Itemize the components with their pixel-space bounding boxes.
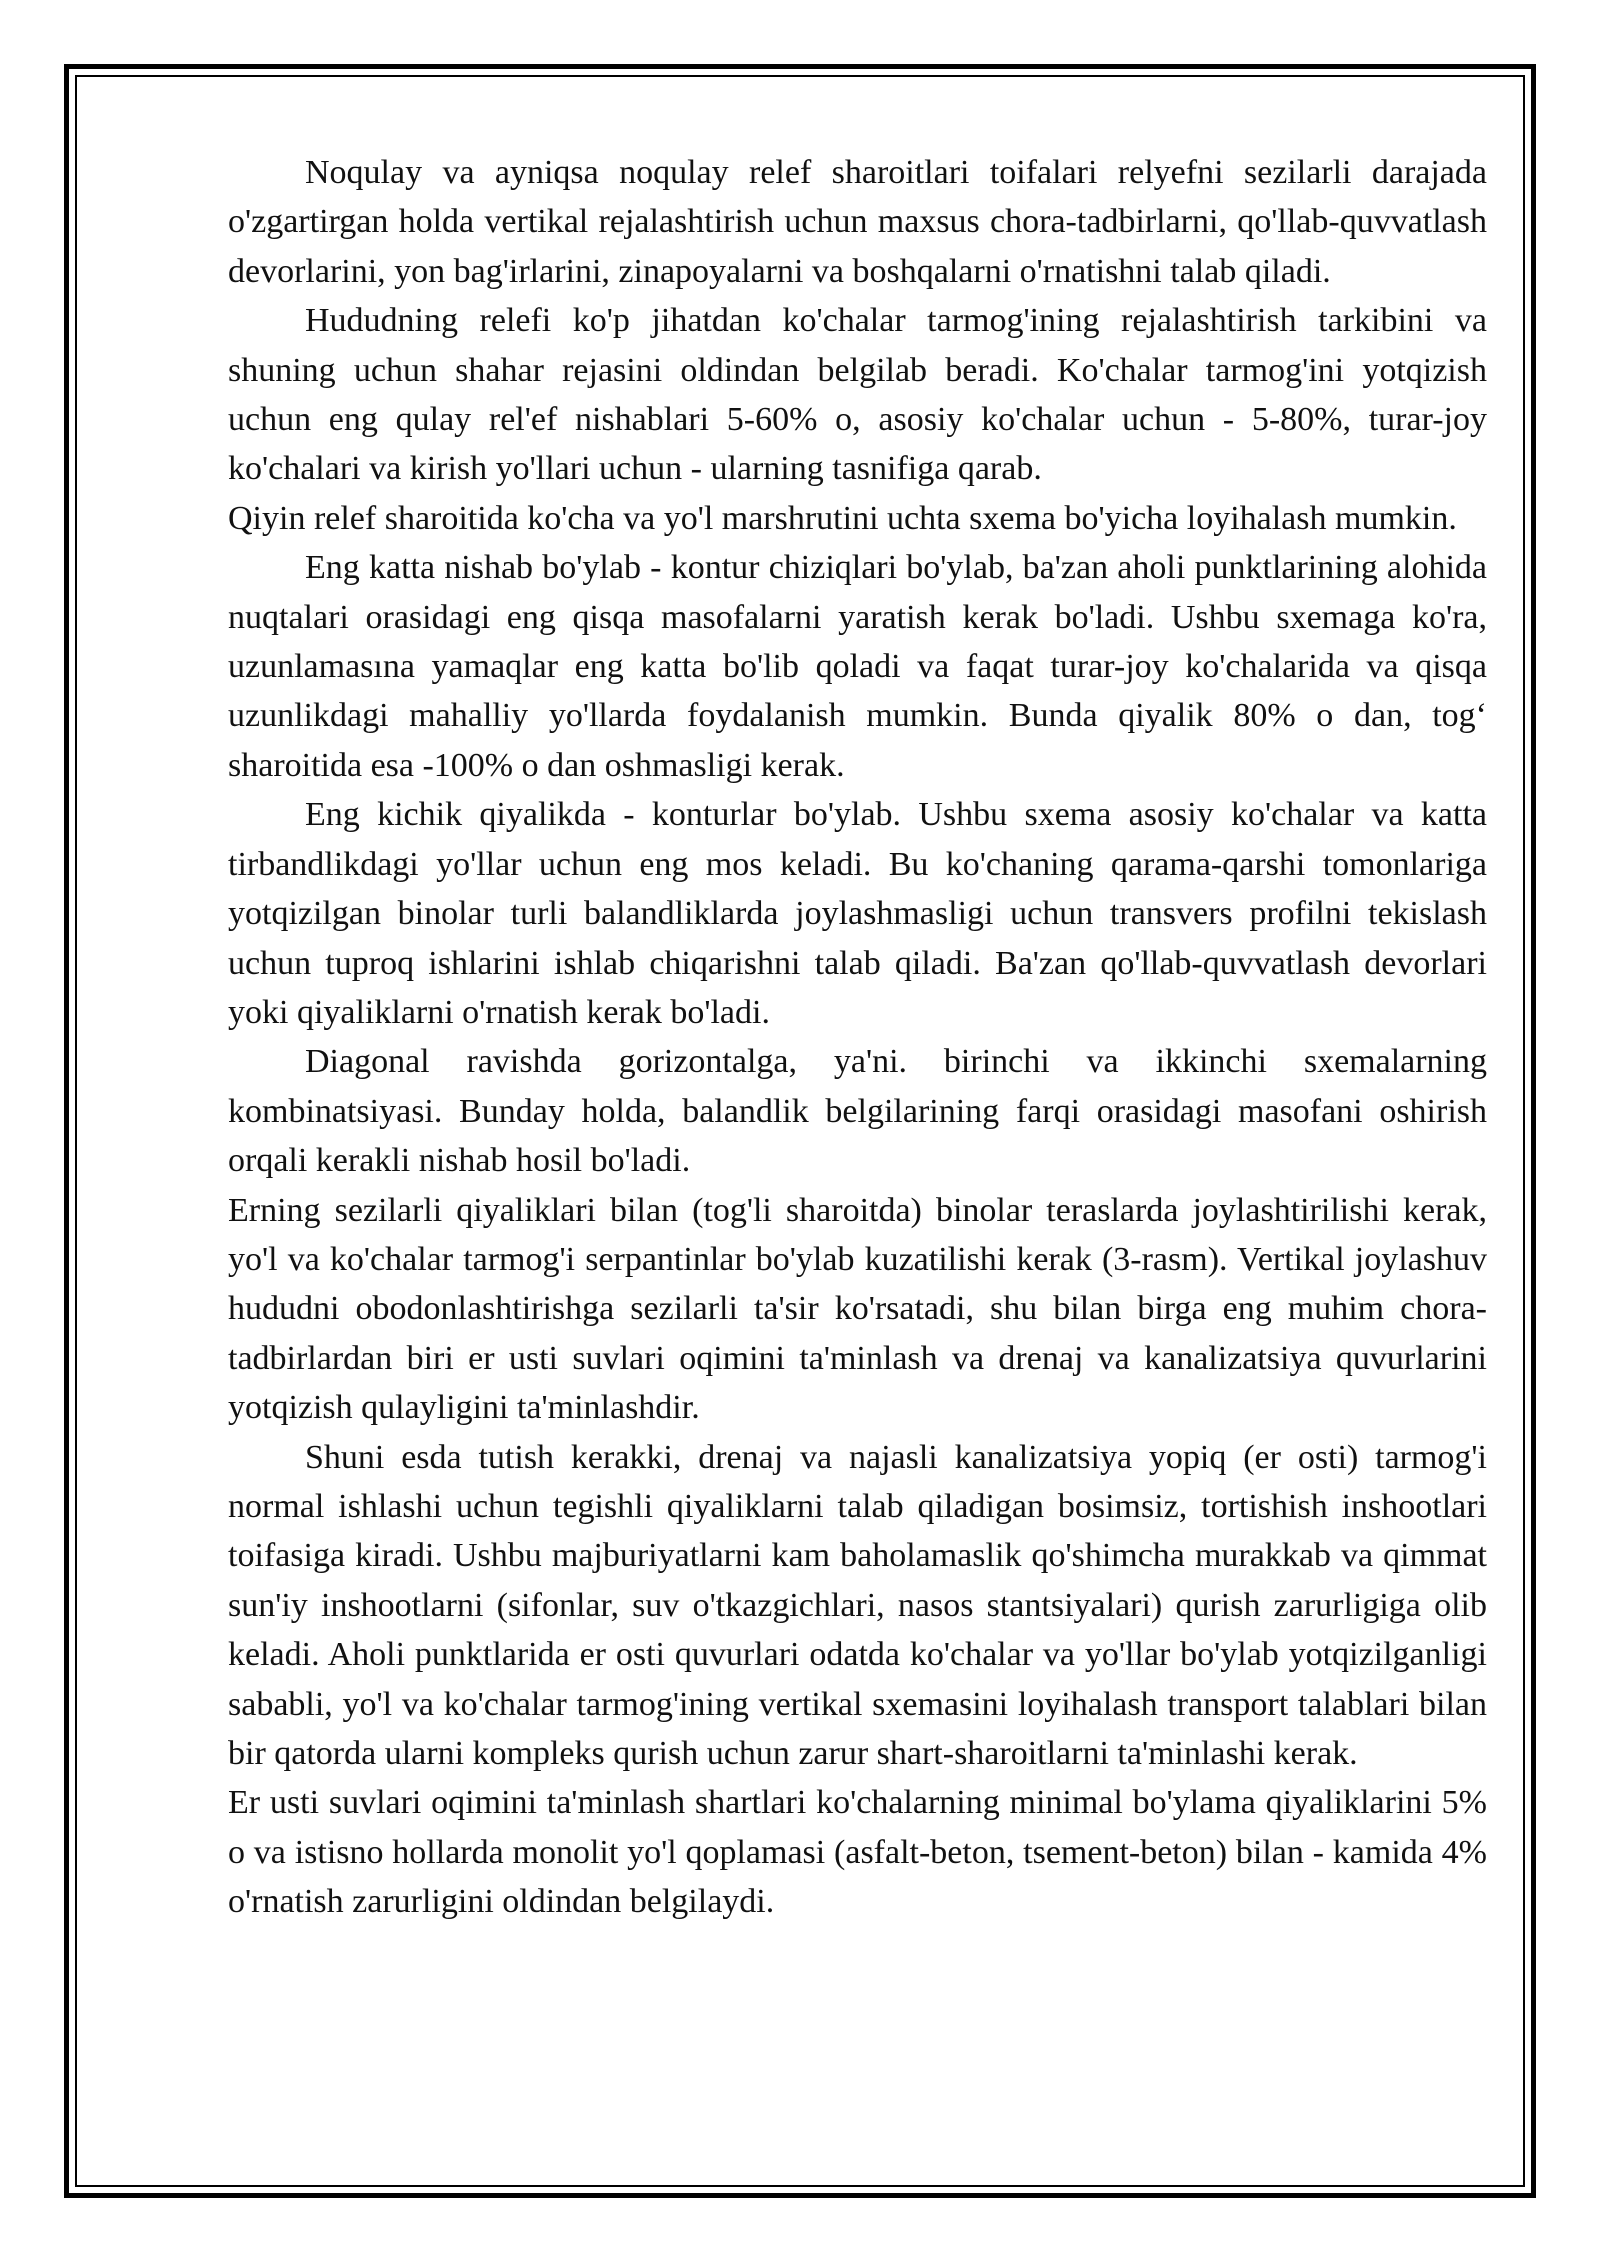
paragraph: Diagonal ravishda gorizontalga, ya'ni. birinchi va ikkinchi sxemalarning kombinatsiyasi. Bunday holda, balandlik belgilarining farqi orasidagi masofani oshirish orqali kerakli nishab hosil bo'ladi. xyxy=(228,1043,1487,1180)
paragraph: Hududning relefi ko'p jihatdan ko'chalar tarmog'ining rejalashtirish tarkibini va shuning uchun shahar rejasini oldindan belgilab beradi. Ko'chalar tarmog'ini yotqizish uchun eng qulay rel'ef nishablari 5-60% o, asosiy ko'chalar uchun - 5-80%, turar-joy ko'chalari va kirish yo'llari uchun - ularning tasnifiga qarab. xyxy=(228,302,1487,488)
paragraph: Erning sezilarli qiyaliklari bilan (tog'li sharoitda) binolar teraslarda joylashtirilishi kerak, yo'l va ko'chalar tarmog'i serpantinlar bo'ylab kuzatilishi kerak (3-rasm). Vertikal joylashuv hududni obodonlashtirishga sezilarli ta'sir ko'rsatadi, shu bilan birga eng muhim chora-tadbirlardan biri er usti suvlari oqimini ta'minlash va drenaj va kanalizatsiya quvurlarini yotqizish qulayligini ta'minlashdir. xyxy=(228,1191,1487,1427)
paragraph: Shuni esda tutish kerakki, drenaj va najasli kanalizatsiya yopiq (er osti) tarmog'i normal ishlashi uchun tegishli qiyaliklarni talab qiladigan bosimsiz, tortishish inshootlari toifasiga kiradi. Ushbu majburiyatlarni kam baholamaslik qo'shimcha murakkab va qimmat sun'iy inshootlarni (sifonlar, suv o'tkazgichlari, nasos stantsiyalari) qurish zarurligiga olib keladi. Aholi punktlarida er osti quvurlari odatda ko'chalar va yo'llar bo'ylab yotqizilganligi sababli, yo'l va ko'chalar tarmog'ining vertikal sxemasini loyihalash transport talablari bilan bir qatorda ularni kompleks qurish uchun zarur shart-sharoitlarni ta'minlashi kerak. xyxy=(228,1438,1487,1772)
document-body xyxy=(228,148,1487,1927)
paragraph: Er usti suvlari oqimini ta'minlash shartlari ko'chalarning minimal bo'ylama qiyaliklarini 5% o va istisno hollarda monolit yo'l qoplamasi (asfalt-beton, tsement-beton) bilan - kamida 4% o'rnatish zarurligini oldindan belgilaydi. xyxy=(228,1784,1487,1921)
paragraph: Eng katta nishab bo'ylab - kontur chiziqlari bo'ylab, ba'zan aholi punktlarining alohida nuqtalari orasidagi eng qisqa masofalarni yaratish kerak bo'ladi. Ushbu sxemaga ko'ra, uzunlamasına yamaqlar eng katta bo'lib qoladi va faqat turar-joy ko'chalarida va qisqa uzunlikdagi mahalliy yo'llarda foydalanish mumkin. Bunda qiyalik 80% o dan, tog‘ sharoitida esa -100% o dan oshmasligi kerak. xyxy=(228,549,1487,784)
paragraph: Eng kichik qiyalikda - konturlar bo'ylab. Ushbu sxema asosiy ko'chalar va katta tirbandlikdagi yo'llar uchun eng mos keladi. Bu ko'chaning qarama-qarshi tomonlariga yotqizilgan binolar turli balandliklarda joylashmasligi uchun transvers profilni tekislash uchun tuproq ishlarini ishlab chiqarishni talab qiladi. Ba'zan qo'llab-quvvatlash devorlari yoki qiyaliklarni o'rnatish kerak bo'ladi. xyxy=(228,796,1487,1031)
paragraph: Noqulay va ayniqsa noqulay relef sharoitlari toifalari relyefni sezilarli darajada o'zgartirgan holda vertikal rejalashtirish uchun maxsus chora-tadbirlarni, qo'llab-quvvatlash devorlarini, yon bag'irlarini, zinapoyalarni va boshqalarni o'rnatishni talab qiladi. xyxy=(228,154,1487,290)
paragraph: Qiyin relef sharoitida ko'cha va yo'l marshrutini uchta sxema bo'yicha loyihalash mumkin. xyxy=(228,499,1457,537)
